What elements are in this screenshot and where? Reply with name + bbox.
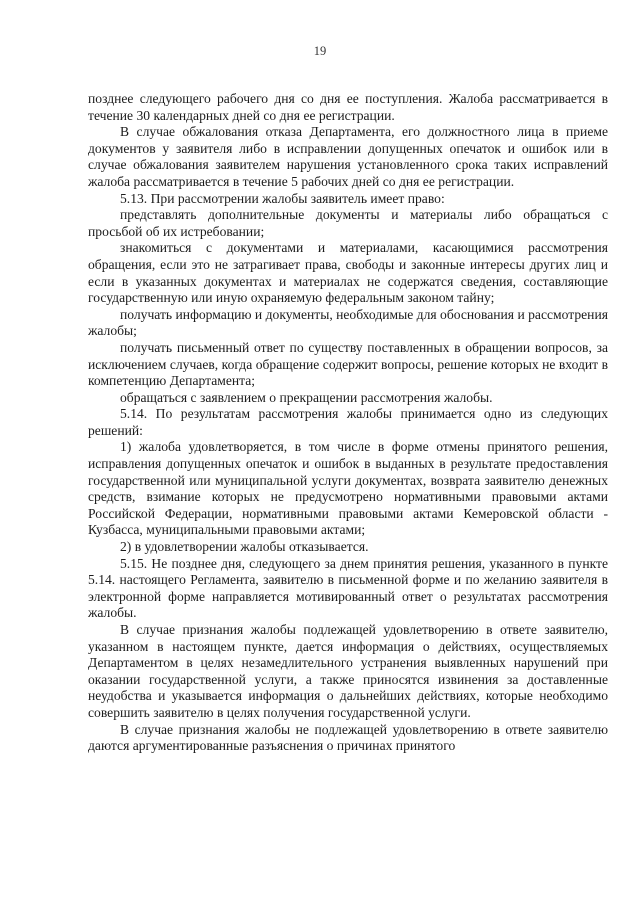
document-body — [88, 91, 608, 755]
page-number: 19 — [313, 44, 327, 58]
paragraph: получать информацию и документы, необходимые для обоснования и рассмотрения жалобы; — [88, 306, 608, 339]
paragraph: В случае обжалования отказа Департамента, его должностного лица в приеме документов у заявителя либо в исправлении допущенных опечаток и ошибок или в случае обжалования заявителем нарушения установленного срока таких исправлений жалоба рассматривается в течение 5 рабочих дней со дня ее регистрации. — [88, 124, 608, 189]
paragraph: обращаться с заявлением о прекращении рассмотрения жалобы. — [120, 389, 493, 405]
paragraph: 2) в удовлетворении жалобы отказывается. — [120, 539, 369, 555]
paragraph: В случае признания жалобы не подлежащей удовлетворению в ответе заявителю даются аргументированные разъяснения о причинах принятого — [88, 721, 608, 754]
paragraph: В случае признания жалобы подлежащей удовлетворению в ответе заявителю, указанном в настоящем пункте, дается информация о действиях, осуществляемых Департаментом в целях незамедлительного устранения выявленных нарушений при оказании государственной услуги, а также приносятся извинения за доставленные неудобства и указывается информация о дальнейших действиях, которые необходимо совершить заявителю в целях получения государственной услуги. — [88, 622, 608, 720]
paragraph: представлять дополнительные документы и материалы либо обращаться с просьбой об их истребовании; — [88, 207, 608, 239]
paragraph: знакомиться с документами и материалами, касающимися рассмотрения обращения, если это не затрагивает права, свободы и законные интересы других лиц и если в указанных документах и материалах не содержатся сведения, составляющие государственную или иную охраняемую федеральным законом тайну; — [88, 240, 608, 306]
paragraph: 5.14. По результатам рассмотрения жалобы принимается одно из следующих решений: — [88, 406, 608, 438]
paragraph: 5.15. Не позднее дня, следующего за днем принятия решения, указанного в пункте 5.14. настоящего Регламента, заявителю в письменной форме и по желанию заявителя в электронной форме направляется мотивированный ответ о результатах рассмотрения жалобы. — [88, 555, 608, 621]
paragraph: получать письменный ответ по существу поставленных в обращении вопросов, за исключением случаев, когда обращение содержит вопросы, решение которых не входит в компетенцию Департамента; — [88, 339, 608, 389]
paragraph: 5.13. При рассмотрении жалобы заявитель имеет право: — [120, 190, 445, 206]
paragraph: 1) жалоба удовлетворяется, в том числе в форме отмены принятого решения, исправления допущенных опечаток и ошибок в выданных в результате предоставления государственной или муниципальной услуги документах, возврата заявителю денежных средств, взимание которых не предусмотрено нормативными правовыми актами Российской Федерации, нормативными правовыми актами Кемеровской области - Кузбасса, муниципальными правовыми актами; — [88, 439, 608, 538]
paragraph: позднее следующего рабочего дня со дня ее поступления. Жалоба рассматривается в течение 30 календарных дней со дня ее регистрации. — [88, 91, 608, 123]
